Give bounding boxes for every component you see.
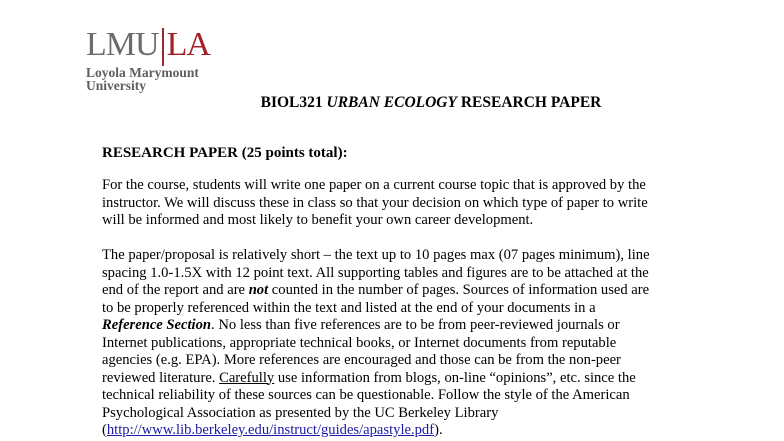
text-run: use information from blogs, on-line “opinions”, etc. since the <box>274 369 636 386</box>
paragraph-line: Internet publications, appropriate technical books, or Internet documents from reputable <box>102 334 617 351</box>
text-run: . No less than five references are to be from peer-reviewed journals or <box>211 317 620 333</box>
logo-university-line2: University <box>86 78 146 93</box>
paragraph-line: Psychological Association as presented by the UC Berkeley Library <box>102 404 499 421</box>
text-run: end of the report and are <box>102 282 249 298</box>
text-run: ). <box>434 422 443 438</box>
logo-la-text: LA <box>166 26 210 63</box>
logo-lmu-text: LMU <box>86 26 159 63</box>
paragraph-line <box>102 422 692 440</box>
paragraph-requirements <box>102 247 692 440</box>
paragraph-line: The paper/proposal is relatively short – the text up to 10 pages max (07 pages minimum), line <box>102 247 650 263</box>
emphasis-carefully: Carefully <box>219 369 275 386</box>
emphasis-not: not <box>248 282 269 298</box>
emphasis-reference-section: Reference Section <box>102 317 212 333</box>
paragraph-line: technical reliability of these sources can be questionable. Follow the style of the American <box>102 387 630 403</box>
paragraph-line <box>102 317 692 335</box>
course-title: URBAN ECOLOGY <box>326 94 457 111</box>
paragraph-line: instructor. We will discuss these in class so that your decision on which type of paper to write <box>102 194 648 211</box>
paragraph-line: to be properly referenced within the text and listed at the end of your documents in a <box>102 299 596 316</box>
logo-mark <box>86 28 210 66</box>
paragraph-line <box>102 370 692 388</box>
paragraph-line <box>102 282 692 300</box>
paragraph-course-paper <box>102 177 692 230</box>
text-run: reviewed literature. <box>102 369 220 386</box>
lmu-la-logo <box>86 28 210 92</box>
text-run: ( <box>102 422 107 438</box>
paragraph-line: agencies (e.g. EPA). More references are encouraged and those can be from the non-peer <box>102 352 621 368</box>
logo-university-line1: Loyola Marymount <box>86 65 199 80</box>
text-run: counted in the number of pages. Sources of information used are <box>268 282 650 298</box>
logo-divider <box>162 28 164 66</box>
apa-style-guide-link[interactable]: http://www.lib.berkeley.edu/instruct/guides/apastyle.pdf <box>106 422 435 438</box>
paragraph-line: will be informed and most likely to benefit your own career development. <box>102 212 534 228</box>
section-heading: RESEARCH PAPER (25 points total): <box>102 145 348 161</box>
course-code: BIOL321 <box>260 94 323 111</box>
title-suffix: RESEARCH PAPER <box>460 94 602 111</box>
paragraph-line: For the course, students will write one paper on a current course topic that is approved by the <box>102 177 646 193</box>
document-title <box>0 94 784 112</box>
paragraph-line: spacing 1.0-1.5X with 12 point text. All supporting tables and figures are to be attached at the <box>102 264 649 281</box>
